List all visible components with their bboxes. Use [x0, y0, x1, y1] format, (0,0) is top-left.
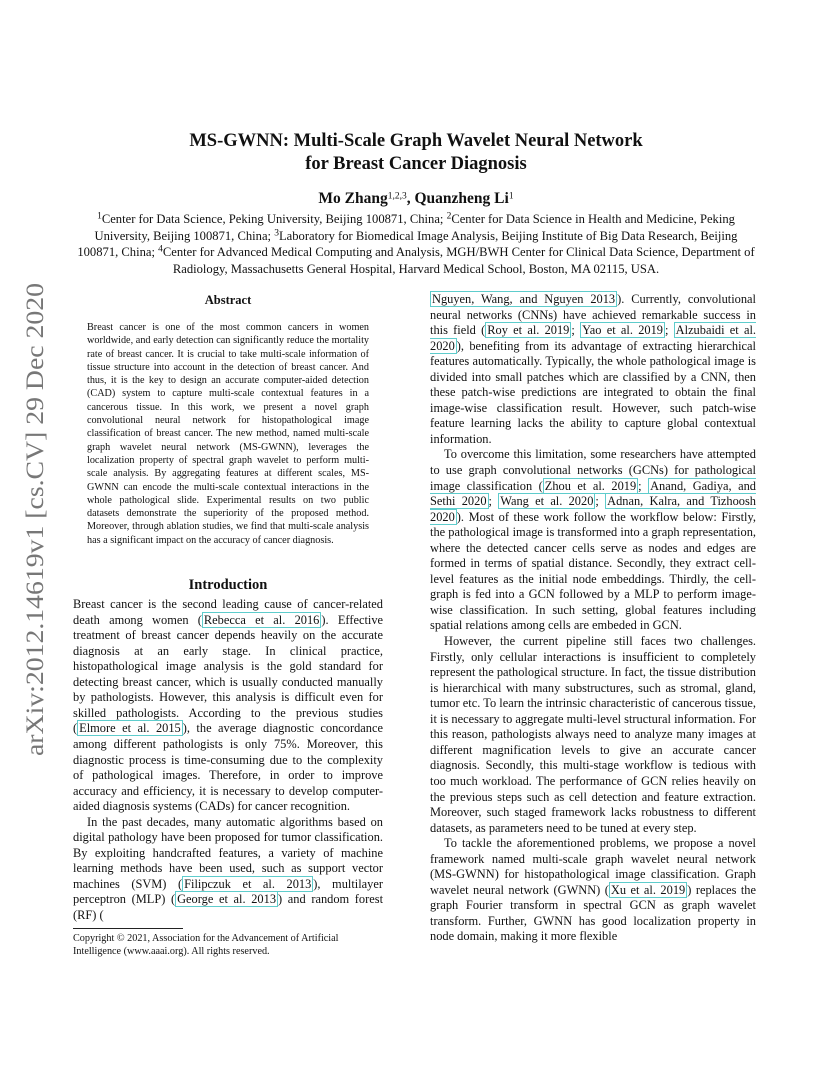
- paper-title: [110, 130, 722, 176]
- title-line-1: MS-GWNN: Multi-Scale Graph Wavelet Neural Network: [189, 131, 643, 151]
- citation-link[interactable]: Yao et al. 2019: [582, 323, 663, 338]
- author-affiliation-marker: 1,2,3: [387, 191, 407, 202]
- right-column: [430, 292, 756, 945]
- citation-link[interactable]: Rebecca et al. 2016: [203, 612, 320, 627]
- introduction-paragraph-1: Breast cancer is the second leading cause of cancer-related death among women ( Rebecca et al. 2016 ). Effective treatment of breast cancer depends heavily on the accurate diagnosis at an early stage. In clinical practice, histopathological image analysis is the gold standard for detecting breast cancer, which is usually conducted manually by pathologists. However, this analysis is difficult even for skilled pathologists. According to the previous studies ( Elmore et al. 2015 ), the average diagnostic concordance among different pathologists is only 75%. Moreover, this diagnostic process is time-consuming due to the complexity of pathological images. Therefore, in order to improve accuracy and efficiency, it is necessary to develop computer-aided diagnosis systems (CADs) for cancer recognition.: [73, 597, 384, 814]
- author-affiliation-marker: 1: [508, 191, 514, 202]
- affiliation-marker: 4: [158, 244, 163, 255]
- citation-link[interactable]: Zhou et al. 2019: [544, 478, 637, 493]
- introduction-paragraph-2-continued: Nguyen, Wang, and Nguyen 2013 ). Currently, convolutional neural networks (CNNs) have achieved remarkable success in this field ( Roy et al. 2019 ; Yao et al. 2019 ; Alzubaidi et al. 2020 ), benefiting from its advantage of extracting hierarchical features automatically. Typically, the whole pathological image is divided into small patches which are classified by a CNN, then these patch-wise predictions are integrated to obtain the final image-wise classification result. However, such patch-wise feature learning lacks the ability to capture global contextual information.: [430, 292, 756, 446]
- affiliation-text: Center for Data Science in Health and Medicine, Peking University, Beijing 100871, China;: [94, 212, 735, 243]
- introduction-paragraph-2: In the past decades, many automatic algorithms based on digital pathology have been proposed for tumor classification. By exploiting handcrafted features, a variety of machine learning methods have been used, such as support vector machines (SVM) ( Filipczuk et al. 2013 ), multilayer perceptron (MLP) ( George et al. 2013 ) and random forest (RF) (: [73, 814, 384, 922]
- affiliation-marker: 1: [97, 211, 102, 222]
- author-list: [110, 189, 722, 209]
- introduction-heading: Introduction: [188, 577, 268, 594]
- introduction-paragraph-3: To overcome this limitation, some researchers have attempted to use graph convolutional networks (GCNs) for pathological image classification ( Zhou et al. 2019 ; Anand, Gadiya, and Sethi 2020 ; Wang et al. 2020 ; Adnan, Kalra, and Tizhoosh 2020 ). Most of these work follow the workflow below: Firstly, the pathological image is transformed into a graph representation, where the detected cancer cells serve as nodes and edges are formed in terms of spatial distance. Secondly, they extract cell-level features as the initial node embeddings. Thirdly, the cell-graph is fed into a GCN followed by a MLP to perform image-wise classification. In such setting, global features including spatial relations among cells are embeded in GCN.: [430, 447, 757, 633]
- affiliations: [74, 211, 758, 277]
- affiliation-marker: 2: [446, 211, 452, 222]
- affiliation-text: Laboratory for Biomedical Image Analysis, Beijing Institute of Big Data Research, Beijing 100871, China;: [77, 228, 738, 260]
- citation-link[interactable]: Filipczuk et al. 2013: [184, 876, 312, 891]
- introduction-paragraph-5: To tackle the aforementioned problems, we propose a novel framework named multi-scale graph wavelet neural network (MS-GWNN) for histopathological image classification. Graph wavelet neural network (GWNN) ( Xu et al. 2019 ) replaces the graph Fourier transform in spectral GCN as graph wavelet transform. Further, GWNN has good localization property in node domain, making it more flexible: [430, 836, 757, 944]
- affiliation-text: Center for Data Science, Peking University, Beijing 100871, China;: [101, 212, 447, 226]
- title-line-2: for Breast Cancer Diagnosis: [305, 154, 527, 174]
- abstract-text: Breast cancer is one of the most common cancers in women worldwide, and early detection can significantly reduce the mortality rate of breast cancer. It is crucial to take multi-scale information of tissue structure into account in the detection of breast cancer. And thus, it is the key to design an accurate computer-aided detection (CAD) system to capture multi-scale contextual features in a cancerous tissue. In this work, we present a novel graph convolutional neural network for histopathological image classification of breast cancer. The new method, named multi-scale graph wavelet neural network (MS-GWNN), leverages the localization property of spectral graph wavelet to perform multi-scale analysis. By aggregating features at different scales, MS-GWNN can encode the multi-scale contextual interactions in the whole pathological slide. Experimental results on two public datasets demonstrate the superiority of the proposed method. Moreover, through ablation studies, we find that multi-scale analysis has a significant impact on the accuracy of cancer diagnosis.: [87, 322, 369, 546]
- citation-link[interactable]: George et al. 2013: [177, 892, 277, 907]
- author-name: Quanzheng Li: [414, 190, 509, 207]
- citation-link[interactable]: Nguyen, Wang, and Nguyen 2013: [432, 292, 616, 306]
- author-separator: ,: [406, 190, 415, 207]
- copyright-notice: Copyright © 2021, Association for the Advancement of Artificial Intelligence (www.aaai.org). All rights reserved.: [73, 933, 339, 958]
- citation-link[interactable]: Roy et al. 2019: [487, 323, 570, 338]
- affiliation-text: Center for Advanced Medical Computing and Analysis, MGH/BWH Center for Clinical Data Science, Department of Radiology, Massachusetts General Hospital, Harvard Medical School, Boston, MA 02115, USA.: [162, 245, 755, 276]
- citation-link[interactable]: Adnan, Kalra, and Tizhoosh 2020: [430, 494, 757, 524]
- citation-link[interactable]: Elmore et al. 2015: [79, 721, 181, 736]
- citation-link[interactable]: Anand, Gadiya, and Sethi 2020: [430, 478, 756, 509]
- footnote-rule: [73, 928, 183, 929]
- affiliation-marker: 3: [274, 228, 279, 239]
- arxiv-identifier-text: arXiv:2012.14619v1 [cs.CV] 29 Dec 2020: [20, 321, 49, 756]
- arxiv-identifier: [10, 283, 56, 756]
- abstract-heading: Abstract: [204, 293, 252, 307]
- citation-link[interactable]: Xu et al. 2019: [610, 882, 686, 897]
- introduction-paragraph-4: However, the current pipeline still faces two challenges. Firstly, only cellular interactions is insufficient to completely represent the pathological structure. In fact, the tissue distribution is hierarchical with many substructures, such as stromal, gland, tumor etc. To learn the intrinsic characteristic of cancerous tissue, it is necessary to aggregate multi-level structural information. For this reason, pathologists always need to analyze many images at different magnification levels to give an accurate cancer diagnosis. Secondly, this multi-stage workflow is tedious with too much workload. The performance of GCN relies heavily on the previous steps such as cell detection and feature extraction. Moreover, such staged framework lacks robustness to different datasets, as parameters need to be tuned at every step.: [430, 634, 756, 835]
- left-column: [73, 292, 383, 924]
- citation-link[interactable]: Alzubaidi et al. 2020: [430, 323, 756, 353]
- author-name: Mo Zhang: [318, 190, 388, 207]
- citation-link[interactable]: Wang et al. 2020: [500, 494, 594, 509]
